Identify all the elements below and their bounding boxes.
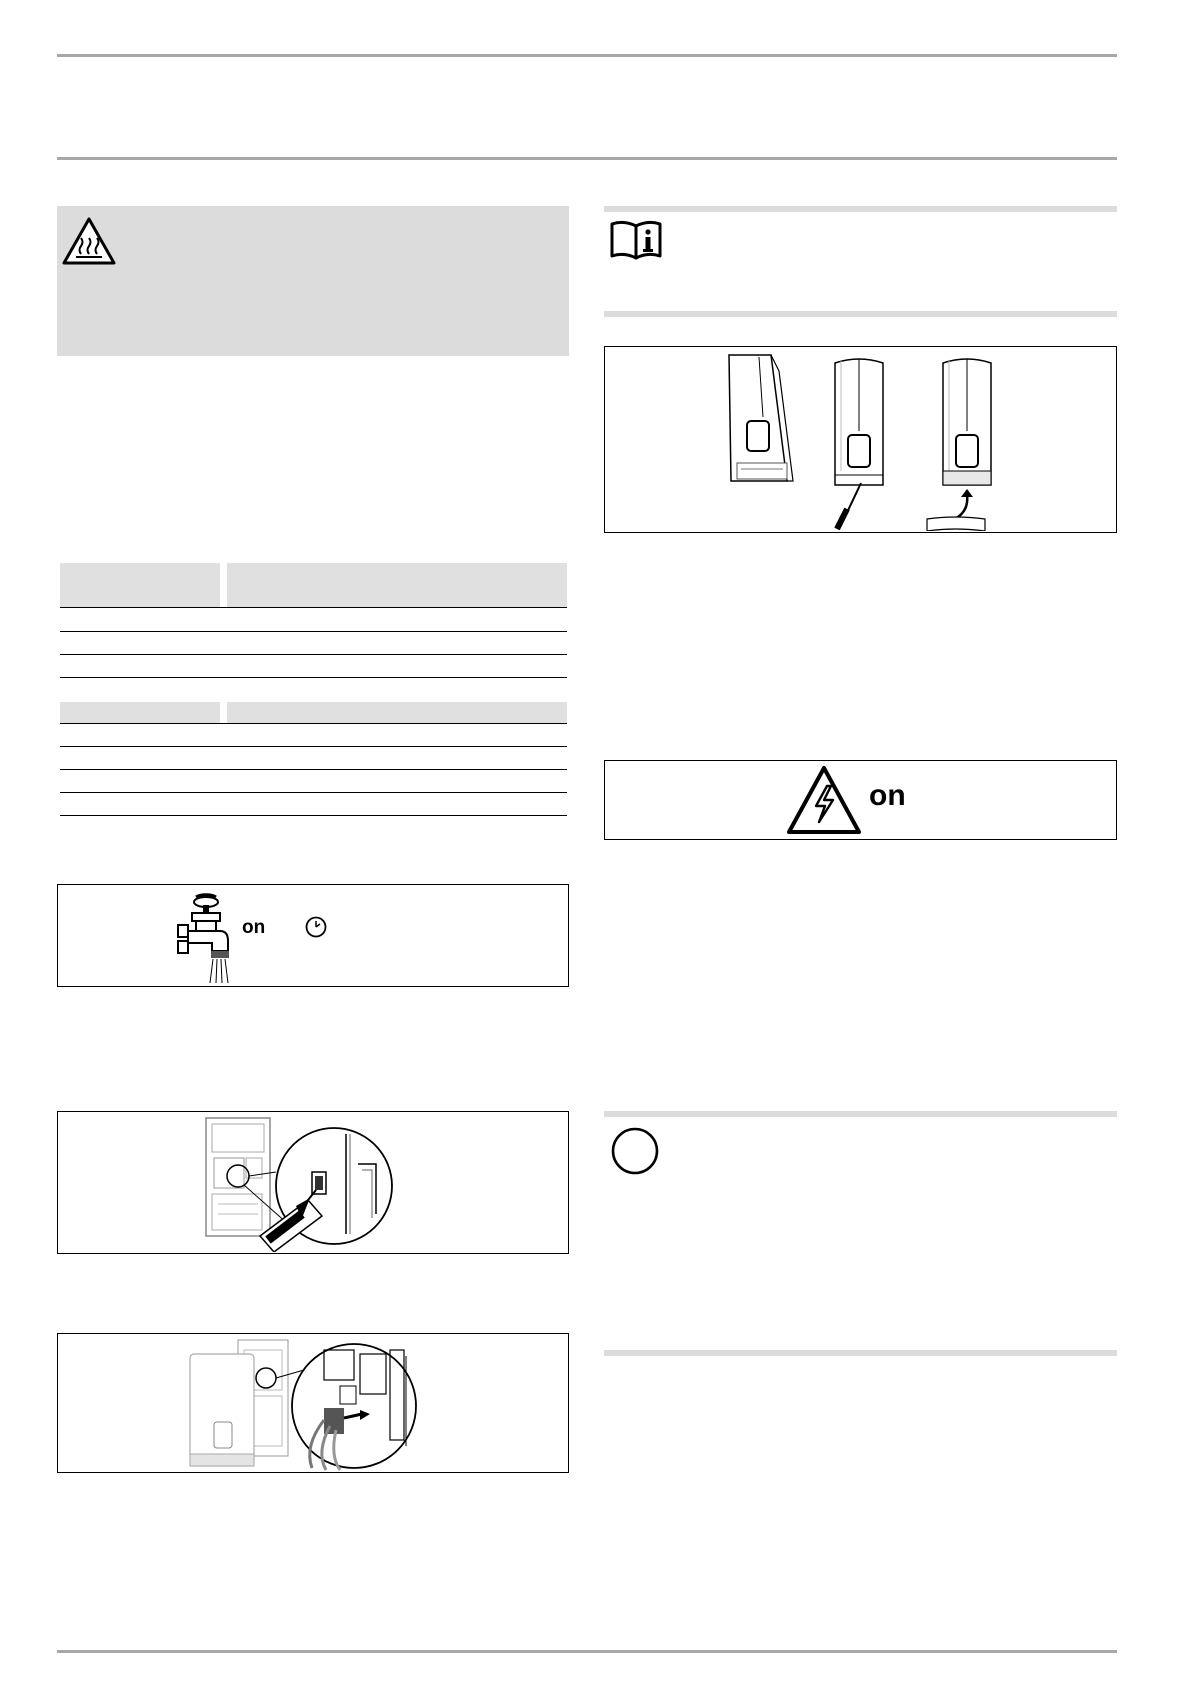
header-rule-top (57, 54, 1117, 57)
clock-icon (304, 915, 328, 939)
tap-open-figure (57, 884, 569, 987)
table-subheader-col2 (227, 702, 567, 723)
note-circle-icon (610, 1126, 660, 1176)
info-note-rule-top (604, 206, 1117, 212)
header-rule-bottom (57, 157, 1117, 160)
table-header-col1 (60, 563, 220, 607)
device-cable-illustration (184, 1336, 484, 1472)
table-header-col2 (227, 563, 567, 607)
note-rule-top (604, 1111, 1117, 1117)
power-on-figure (604, 760, 1117, 840)
table-row (60, 607, 567, 608)
reset-button-figure (57, 1111, 569, 1254)
cover-removal-figure (604, 346, 1117, 533)
note-rule-bottom (604, 1350, 1117, 1356)
table-row (60, 631, 567, 632)
read-manual-icon (608, 218, 664, 262)
footer-rule (57, 1650, 1117, 1653)
cable-connection-figure (57, 1333, 569, 1473)
water-tap-icon (176, 891, 242, 985)
table-row (60, 723, 567, 724)
tap-on-label: on (242, 917, 266, 938)
table-row (60, 769, 567, 770)
table-row (60, 654, 567, 655)
device-cover-illustration (723, 351, 1023, 531)
table-subheader-col1 (60, 702, 220, 723)
table-row (60, 792, 567, 793)
table-row (60, 746, 567, 747)
info-note-rule-bottom (604, 311, 1117, 317)
electric-hazard-icon (785, 764, 863, 836)
table-row (60, 677, 567, 678)
hot-surface-warning-icon (61, 216, 117, 266)
hot-surface-warning-panel (57, 206, 569, 356)
table-row (60, 815, 567, 816)
power-on-label: on (869, 779, 906, 812)
device-open-illustration (198, 1114, 468, 1252)
